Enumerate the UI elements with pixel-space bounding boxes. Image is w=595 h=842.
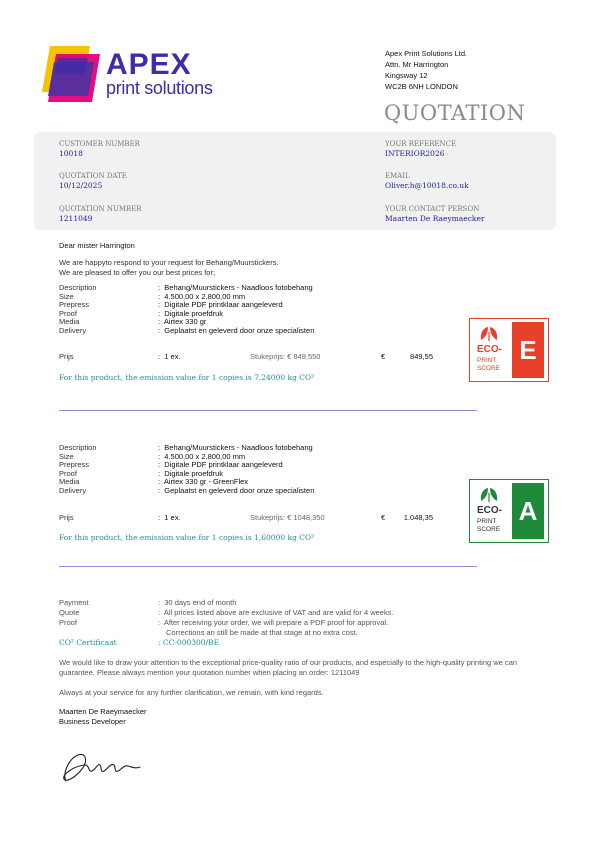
eco-grade-a: A <box>512 483 544 539</box>
eco-label-line3: SCORE <box>477 526 501 533</box>
item-1-unit-price: Stukeprijs: € 849,550 <box>250 352 321 361</box>
eco-label-line2: PRINT <box>477 518 497 525</box>
item-1-currency: € <box>381 352 386 361</box>
item-2-total: 1.048,35 <box>403 513 433 522</box>
closing-line: Always at your service for any further clarification, we remain, with kind regards. <box>59 688 324 697</box>
terms-quote-value: : All prices listed above are exclusive of VAT and are valid for 4 weeks. <box>158 608 394 617</box>
your-reference-value: INTERIOR2026 <box>385 149 445 158</box>
intro-line-2: We are pleased to offer you our best prices for; <box>59 268 216 277</box>
item-1-prepress: : Digitale PDF printklaar aangeleverd <box>158 300 283 310</box>
item-2-label-description: Description <box>59 443 97 452</box>
item-2-proof: : Digitale proefdruk <box>158 468 224 478</box>
recipient-attn: Attn. Mr Harrington <box>385 60 449 69</box>
logo-tagline: print solutions <box>106 78 213 98</box>
item-1-total: 849,55 <box>410 352 433 361</box>
item-1-label-size: Size <box>59 291 74 301</box>
item-1-emission: For this product, the emission value for 1 copies is 7,24000 kg CO² <box>59 373 315 382</box>
item-1-proof: : Digitale proefdruk <box>158 308 224 318</box>
item-2-media: : Airtex 330 gr - GreenFlex <box>158 477 249 487</box>
signer-block <box>59 707 147 727</box>
item-1-size: : 4.500,00 x 2.800,00 mm <box>158 291 246 301</box>
quotation-number-block <box>59 205 142 224</box>
leaf-icon <box>478 324 500 342</box>
terms-payment-label: Payment <box>59 598 89 607</box>
item-1-spec-values <box>158 284 314 336</box>
logo-name: APEX <box>106 48 192 81</box>
item-2-description: : Behang/Muurstickers - Naadloos fotobehang <box>158 443 313 452</box>
item-2-spec-values <box>158 444 314 496</box>
signer-title: Business Developer <box>59 717 126 726</box>
terms-proof-label: Proof <box>59 618 77 627</box>
item-2-currency: € <box>381 513 386 522</box>
item-2-label-size: Size <box>59 451 74 461</box>
item-1-label-delivery: Delivery <box>59 325 87 335</box>
item-2-label-delivery: Delivery <box>59 485 87 495</box>
signature-image <box>58 745 148 787</box>
item-2-prepress: : Digitale PDF printklaar aangeleverd <box>158 460 283 470</box>
terms-payment-value: : 30 days end of month <box>158 598 237 607</box>
item-1-label-proof: Proof <box>59 308 77 318</box>
quotation-number-value: 1211049 <box>59 214 93 223</box>
recipient-city: WC2B 6NH LONDON <box>385 82 458 91</box>
logo-mark-icon <box>38 44 108 106</box>
item-2-size: : 4.500,00 x 2.800,00 mm <box>158 451 246 461</box>
item-1-media: : Airtex 330 gr <box>158 317 207 327</box>
contact-value: Maarten De Raeymaecker <box>385 214 485 223</box>
quotation-date-label: QUOTATION DATE <box>59 172 127 180</box>
eco-label-line3: SCORE <box>477 365 501 372</box>
customer-number-label: CUSTOMER NUMBER <box>59 140 140 148</box>
terms-proof-value: : After receiving your order, we will prepare a PDF proof for approval. Corrections an still be made at that stage at no extra cost. <box>158 618 389 637</box>
quotation-date-block <box>59 172 127 191</box>
co2-certificate-label: CO² Certificaat <box>59 638 117 647</box>
eco-label-line2: PRINT <box>477 357 497 364</box>
leaf-icon <box>478 485 500 503</box>
item-1-delivery: : Geplaatst en geleverd door onze specialisten <box>158 325 315 335</box>
terms-quote-label: Quote <box>59 608 80 617</box>
co2-certificate-value: : CC-000300/BE <box>158 638 220 647</box>
eco-label-line1: ECO- <box>477 505 502 516</box>
customer-number-block <box>59 140 140 159</box>
quotation-date-value: 10/12/2025 <box>59 181 103 190</box>
item-2-delivery: : Geplaatst en geleverd door onze specialisten <box>158 485 315 495</box>
item-1-price-label: Prijs <box>59 352 74 361</box>
email-value[interactable]: Oliver.h@10018.co.uk <box>385 181 469 190</box>
item-2-label-proof: Proof <box>59 468 77 478</box>
closing-paragraph: We would like to draw your attention to the exceptional price-quality ratio of our products, and especially to the high-quality printing we can guarantee. Please always mention your quotation number when placing an order: 1211049 <box>59 658 518 677</box>
eco-grade-e: E <box>512 322 544 378</box>
item-1-label-media: Media <box>59 317 80 327</box>
contact-label: YOUR CONTACT PERSON <box>385 205 480 213</box>
item-2-emission: For this product, the emission value for 1 copies is 1,60000 kg CO² <box>59 533 315 542</box>
item-2-price-label: Prijs <box>59 513 74 522</box>
item-1-label-prepress: Prepress <box>59 300 90 310</box>
eco-score-badge-e <box>469 318 549 382</box>
signer-name: Maarten De Raeymaecker <box>59 707 147 716</box>
salutation: Dear mister Harrington <box>59 241 135 250</box>
document-title: QUOTATION <box>384 101 526 125</box>
item-1-spec-labels <box>59 284 97 336</box>
email-block <box>385 172 469 191</box>
item-2-label-prepress: Prepress <box>59 460 90 470</box>
quotation-number-label: QUOTATION NUMBER <box>59 205 142 213</box>
intro-text <box>59 258 279 278</box>
item-1-label-description: Description <box>59 283 97 292</box>
eco-score-badge-a <box>469 479 549 543</box>
item-2-spec-labels <box>59 444 97 496</box>
recipient-street: Kingsway 12 <box>385 71 428 80</box>
intro-line-1: We are happyto respond to your request for Behang/Muurstickers. <box>59 258 279 267</box>
contact-block <box>385 205 484 224</box>
item-1-description: : Behang/Muurstickers - Naadloos fotobehang <box>158 283 313 292</box>
company-logo <box>38 44 238 106</box>
eco-label-line1: ECO- <box>477 344 502 355</box>
recipient-company: Apex Print Solutions Ltd. <box>385 49 468 58</box>
item-2-quantity: : 1 ex. <box>158 513 181 522</box>
recipient-address <box>385 48 467 92</box>
item-2-label-media: Media <box>59 477 80 487</box>
item-2-unit-price: Stukeprijs: € 1048,350 <box>250 513 325 522</box>
your-reference-label: YOUR REFERENCE <box>385 140 457 148</box>
section-divider-2 <box>59 566 477 567</box>
your-reference-block <box>385 140 456 159</box>
email-label: EMAIL <box>385 172 410 180</box>
item-1-quantity: : 1 ex. <box>158 352 181 361</box>
customer-number-value: 10018 <box>59 149 83 158</box>
section-divider-1 <box>59 410 477 411</box>
